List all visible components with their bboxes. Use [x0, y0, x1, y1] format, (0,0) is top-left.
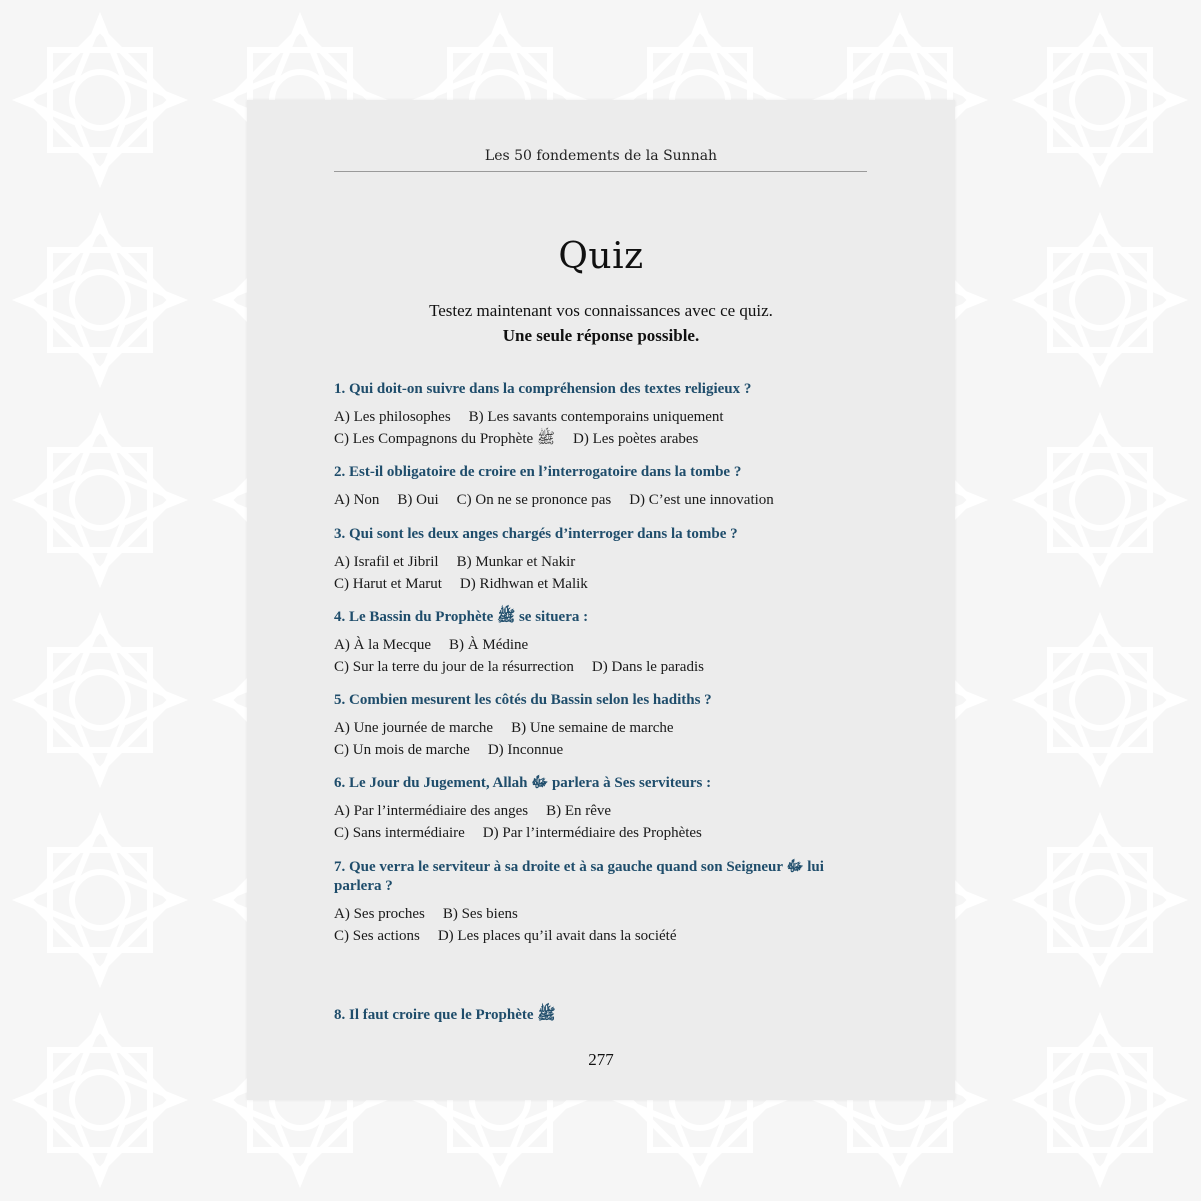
answer-option: C) Sur la terre du jour de la résurrection — [334, 659, 574, 675]
question-text: 1. Qui doit-on suivre dans la compréhension des textes religieux ? — [334, 381, 752, 397]
answer-row — [334, 822, 869, 844]
question-text: 2. Est-il obligatoire de croire en l’interrogatoire dans la tombe ? — [334, 464, 742, 480]
answer-row — [334, 800, 869, 822]
answer-option: D) Les poètes arabes — [573, 431, 699, 447]
question-text: 6. Le Jour du Jugement, Allah ﷻ parlera à Ses serviteurs : — [334, 775, 712, 791]
answer-row — [334, 573, 869, 595]
answer-row — [334, 489, 869, 511]
answer-options — [334, 489, 869, 511]
answer-option: D) Inconnue — [487, 742, 564, 758]
answer-row — [334, 634, 869, 656]
answer-option: C) Sans intermédiaire — [334, 825, 465, 841]
answer-row — [334, 428, 869, 450]
answer-option: C) On ne se prononce pas — [456, 492, 612, 508]
answer-row — [334, 925, 869, 947]
intro-instruction: Une seule réponse possible. — [502, 326, 700, 345]
book-page — [247, 100, 955, 1100]
quiz-question — [334, 608, 869, 678]
header-rule — [334, 171, 867, 172]
quiz-question — [334, 774, 869, 844]
running-head: Les 50 fondements de la Sunnah — [484, 148, 718, 164]
answer-row — [334, 903, 869, 925]
answer-option: B) Les savants contemporains uniquement — [468, 409, 724, 425]
question-text: 8. Il faut croire que le Prophète ﷺ — [334, 1007, 556, 1023]
answer-option: A) Ses proches — [334, 906, 425, 922]
answer-option: B) Ses biens — [442, 906, 518, 922]
answer-option: A) Par l’intermédiaire des anges — [334, 803, 529, 819]
answer-option: B) Une semaine de marche — [511, 720, 674, 736]
answer-row — [334, 406, 869, 428]
answer-option: A) Les philosophes — [334, 409, 451, 425]
intro-line: Testez maintenant vos connaissances avec ce quiz. — [429, 301, 773, 320]
question-text: 4. Le Bassin du Prophète ﷺ se situera : — [334, 609, 589, 625]
answer-option: A) Israfil et Jibril — [334, 554, 439, 570]
quiz-title: Quiz — [558, 236, 644, 277]
answer-option: D) C’est une innovation — [629, 492, 774, 508]
answer-option: B) À Médine — [449, 637, 529, 653]
answer-row — [334, 551, 869, 573]
answer-options — [334, 903, 869, 947]
answer-options — [334, 717, 869, 761]
page-number: 277 — [588, 1050, 614, 1069]
answer-option: D) Les places qu’il avait dans la société — [437, 928, 677, 944]
answer-option: A) À la Mecque — [334, 637, 432, 653]
quiz-question — [334, 1006, 869, 1025]
answer-option: D) Par l’intermédiaire des Prophètes — [482, 825, 702, 841]
answer-option: C) Les Compagnons du Prophète ﷺ — [334, 431, 556, 447]
answer-option: B) En rêve — [546, 803, 612, 819]
quiz-question — [334, 463, 869, 511]
answer-row — [334, 739, 869, 761]
quiz-question — [334, 691, 869, 761]
answer-option: A) Non — [334, 492, 380, 508]
answer-options — [334, 406, 869, 450]
quiz-question — [334, 525, 869, 595]
answer-row — [334, 656, 869, 678]
answer-option: B) Munkar et Nakir — [456, 554, 576, 570]
quiz-question — [334, 380, 869, 450]
answer-option: D) Dans le paradis — [591, 659, 704, 675]
answer-option: B) Oui — [397, 492, 439, 508]
answer-row — [334, 717, 869, 739]
answer-option: C) Ses actions — [334, 928, 420, 944]
answer-options — [334, 634, 869, 678]
answer-options — [334, 800, 869, 844]
quiz-intro — [247, 298, 955, 348]
answer-option: C) Un mois de marche — [334, 742, 470, 758]
answer-option: D) Ridhwan et Malik — [459, 576, 588, 592]
question-text: 5. Combien mesurent les côtés du Bassin selon les hadiths ? — [334, 692, 712, 708]
question-text: 3. Qui sont les deux anges chargés d’interroger dans la tombe ? — [334, 526, 738, 542]
answer-options — [334, 551, 869, 595]
quiz-question — [334, 858, 869, 947]
answer-option: C) Harut et Marut — [334, 576, 442, 592]
question-text: 7. Que verra le serviteur à sa droite et à sa gauche quand son Seigneur ﷻ lui parlera ? — [334, 859, 824, 894]
answer-option: A) Une journée de marche — [334, 720, 494, 736]
